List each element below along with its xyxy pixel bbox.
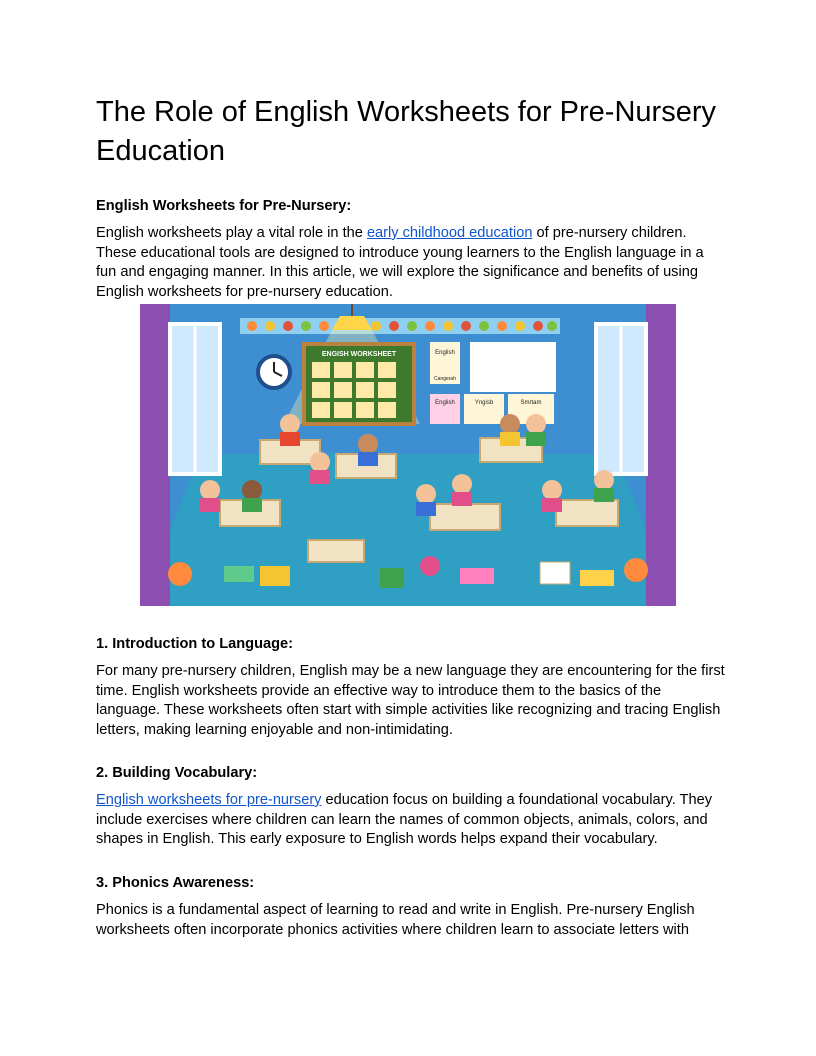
- poster-english-3: [464, 394, 504, 424]
- section-2-heading: 2. Building Vocabulary:: [96, 765, 258, 781]
- poster4-text: Smrtam: [520, 400, 542, 406]
- intro-text-after: of pre-nursery children. These educational tools are designed to introduce young learners to the English language in a fun and engaging manner. In this article, we will explore the significance and benefits of using English worksheets for pre-nursery education.: [96, 225, 704, 300]
- page-title: The Role of English Worksheets for Pre-Nursery Education: [96, 96, 716, 167]
- intro-paragraph: [96, 224, 726, 302]
- poster-picture-grid: [470, 342, 556, 392]
- section-2-paragraph: [96, 791, 726, 850]
- english-worksheets-link[interactable]: English worksheets for pre-nursery: [96, 792, 322, 808]
- left-curtain: [140, 304, 170, 606]
- classroom-illustration: [140, 304, 676, 606]
- poster2-text: English: [435, 400, 455, 406]
- section-3-paragraph: Phonics is a fundamental aspect of learning to read and write in English. Pre-nursery English worksheets often incorporate phonics activities where children learn to associate letters with: [96, 902, 695, 938]
- intro-heading: English Worksheets for Pre-Nursery:: [96, 198, 352, 214]
- right-curtain: [646, 304, 676, 606]
- poster3-text: Yngisb: [474, 400, 494, 406]
- poster1-top-text: English: [435, 350, 455, 356]
- poster-english-2: [430, 394, 460, 424]
- section-3-heading: 3. Phonics Awareness:: [96, 875, 255, 891]
- section-2-text-after: education focus on building a foundational vocabulary. They include exercises where children can learn the names of common objects, animals, colors, and shapes in English. This early exposure to English words helps expand their vocabulary.: [96, 792, 713, 848]
- board-label: ENGISH WORKSHEET: [321, 351, 397, 358]
- section-1-paragraph: For many pre-nursery children, English may be a new language they are encountering for the first time. English worksheets provide an effective way to introduce them to the basics of the language. These worksheets often start with simple activities like recognizing and tracing English letters, making learning enjoyable and non-intimidating.: [96, 663, 725, 738]
- early-childhood-education-link[interactable]: early childhood education: [366, 225, 533, 241]
- section-1-heading: 1. Introduction to Language:: [96, 636, 294, 652]
- intro-text-before: English worksheets play a vital role in the: [96, 225, 367, 241]
- poster1-bottom-text: Cangerah: [434, 376, 456, 382]
